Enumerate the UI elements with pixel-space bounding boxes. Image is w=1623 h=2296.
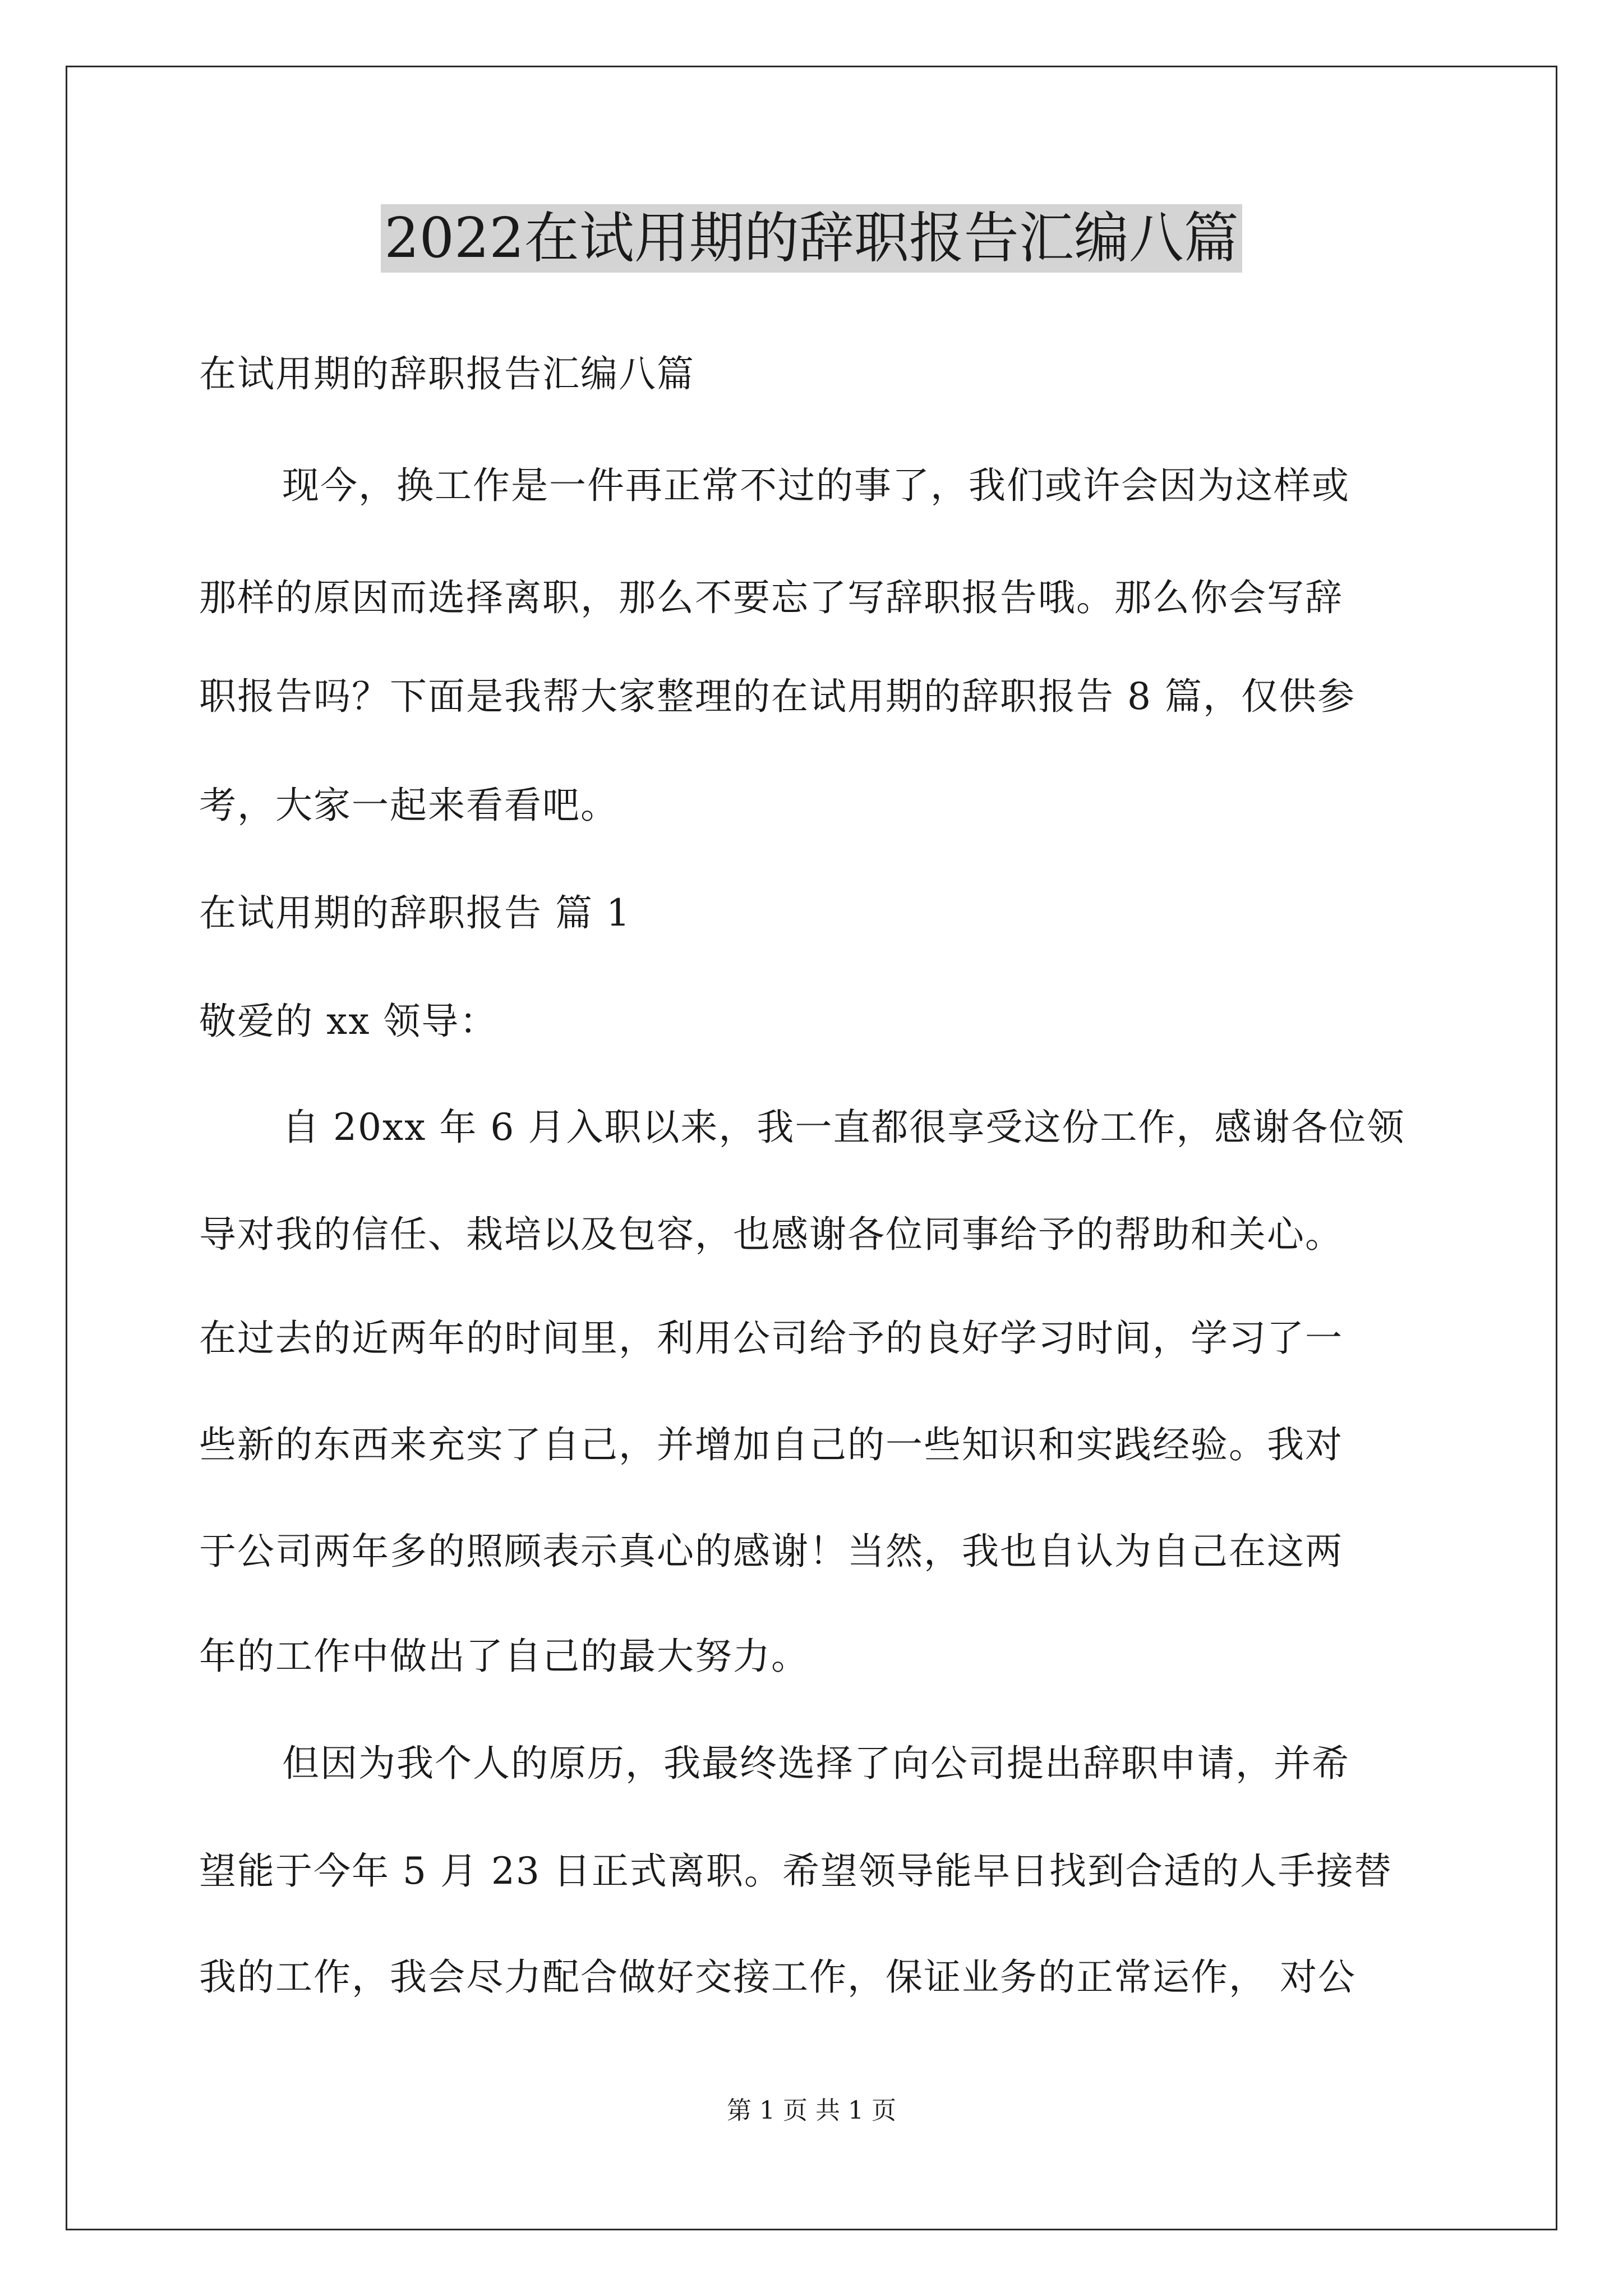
- paragraph1-line-3: 在过去的近两年的时间里，利用公司给予的良好学习时间，学习了一: [199, 1317, 1343, 1360]
- section-heading: 在试用期的辞职报告 篇 1: [199, 891, 631, 935]
- paragraph2-line-1: 但因为我个人的原历，我最终选择了向公司提出辞职申请，并希: [282, 1742, 1350, 1785]
- intro-line-1: 现今，换工作是一件再正常不过的事了，我们或许会因为这样或: [282, 464, 1350, 507]
- paragraph1-line-6: 年的工作中做出了自己的最大努力。: [199, 1635, 809, 1678]
- paragraph1-line-2: 导对我的信任、栽培以及包容，也感谢各位同事给予的帮助和关心。: [199, 1213, 1343, 1256]
- document-subtitle: 在试用期的辞职报告汇编八篇: [199, 352, 695, 395]
- document-title: [0, 202, 1623, 275]
- paragraph1-line-1: 自 20xx 年 6 月入职以来，我一直都很享受这份工作，感谢各位领: [282, 1106, 1405, 1149]
- document-title-text: 2022在试用期的辞职报告汇编八篇: [381, 204, 1242, 273]
- page-footer: 第 1 页 共 1 页: [727, 2096, 896, 2125]
- paragraph1-line-4: 些新的东西来充实了自己，并增加自己的一些知识和实践经验。我对: [199, 1423, 1343, 1466]
- salutation: 敬爱的 xx 领导：: [199, 1000, 498, 1043]
- intro-line-3: 职报告吗？下面是我帮大家整理的在试用期的辞职报告 8 篇，仅供参: [199, 675, 1355, 718]
- paragraph2-line-3: 我的工作，我会尽力配合做好交接工作，保证业务的正常运作， 对公: [199, 1955, 1356, 1999]
- paragraph1-line-5: 于公司两年多的照顾表示真心的感谢！当然，我也自认为自己在这两: [199, 1530, 1343, 1573]
- paragraph2-line-2: 望能于今年 5 月 23 日正式离职。希望领导能早日找到合适的人手接替: [199, 1849, 1393, 1893]
- intro-line-2: 那样的原因而选择离职，那么不要忘了写辞职报告哦。那么你会写辞: [199, 576, 1343, 619]
- intro-line-4: 考，大家一起来看看吧。: [199, 784, 619, 827]
